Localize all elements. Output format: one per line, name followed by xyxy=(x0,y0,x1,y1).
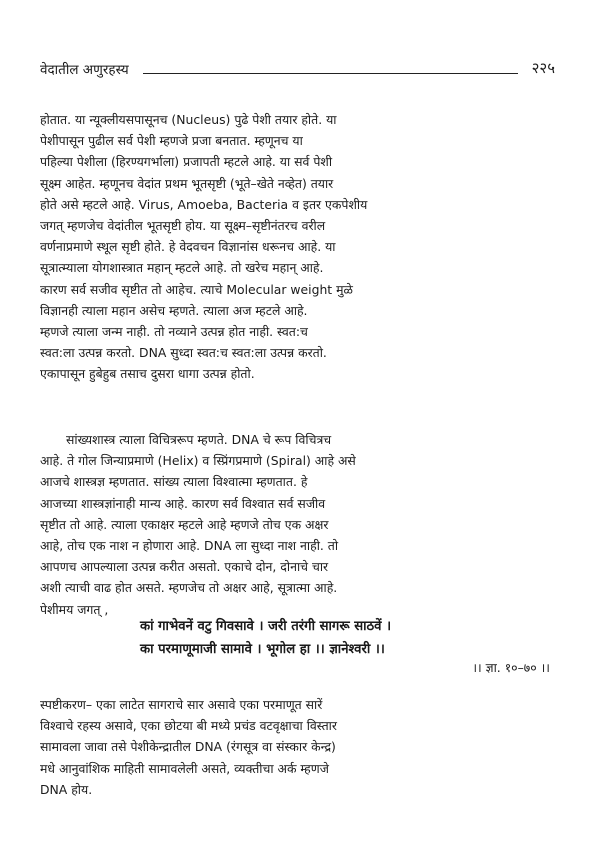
verse-quote xyxy=(140,615,530,661)
text-line: विज्ञानही त्याला महान असेच म्हणते. त्याला अज म्हटले आहे. xyxy=(40,302,308,318)
text-line: होतात. या न्यूक्लीयसपासूनच (Nucleus) पुढे पेशी तयार होते. या xyxy=(40,112,337,127)
text-line: सूत्रात्म्याला योगशास्त्रात महान् म्हटले आहे. तो खरेच महान् आहे. xyxy=(40,260,324,276)
verse-line: का परमाणूमाजी सामावे । भूगोल हा ।। ज्ञानेश्वरी ।। xyxy=(140,642,385,657)
text-line: आहे. ते गोल जिन्याप्रमाणे (Helix) व स्प्रिंगप्रमाणे (Spiral) आहे असे xyxy=(40,453,356,469)
text-line: सृष्टीत तो आहे. त्याला एकाक्षर म्हटले आहे म्हणजे तोच एक अक्षर xyxy=(40,516,329,532)
verse-reference: ।। ज्ञा. १०–७० ।। xyxy=(472,660,550,675)
text-line: DNA होय. xyxy=(40,781,93,797)
text-line: कारण सर्व सजीव सृष्टीत तो आहेच. त्याचे Molecular weight मुळे xyxy=(40,281,353,297)
text-line: पेशीमय जगत् , xyxy=(40,601,109,617)
verse-line: कां गाभेवनें वटु गिवसावे । जरी तरंगी सागरू साठवें । xyxy=(140,619,392,634)
text-line: स्वत:ला उत्पन्न करतो. DNA सुध्दा स्वत:च स्वत:ला उत्पन्न करतो. xyxy=(40,345,327,361)
page-number: २२५ xyxy=(531,59,555,77)
paragraph-3 xyxy=(40,694,556,800)
header-rule xyxy=(143,73,518,74)
text-line: होते असे म्हटले आहे. Virus, Amoeba, Bacteria व इतर एकपेशीय xyxy=(40,196,368,212)
text-line: सांख्यशास्त्र त्याला विचित्ररूप म्हणते. DNA चे रूप विचित्रच xyxy=(66,432,332,447)
text-line: सामावला जावा तसे पेशीकेन्द्रातील DNA (रंगसूत्र वा संस्कार केन्द्र) xyxy=(40,739,336,755)
text-line: पेशीपासून पुढील सर्व पेशी म्हणजे प्रजा बनतात. म्हणूनच या xyxy=(40,133,303,149)
text-line: म्हणजे त्याला जन्म नाही. तो नव्याने उत्पन्न होत नाही. स्वत:च xyxy=(40,324,308,340)
text-line: आजच्या शास्त्रज्ञांनाही मान्य आहे. कारण सर्व विश्वात सर्व सजीव xyxy=(40,495,326,511)
text-line: आहे, तोच एक नाश न होणारा आहे. DNA ला सुध्दा नाश नाही. तो xyxy=(40,538,339,554)
text-line: वर्णनाप्रमाणे स्थूल सृष्टी होते. हे वेदवचन विज्ञानांस धरूनच आहे. या xyxy=(40,239,336,255)
text-line: सूक्ष्म आहेत. म्हणूनच वेदांत प्रथम भूतसृष्टी (भूते–खेते नव्हेत) तयार xyxy=(40,175,334,191)
text-line: स्पष्टीकरण– एका लाटेत सागराचे सार असावे एका परमाणूत सारें xyxy=(40,697,323,712)
header-title: वेदातील अणुरहस्य xyxy=(40,62,129,78)
text-line: जगत् म्हणजेच वेदांतील भूतसृष्टी होय. या सूक्ष्म–सृष्टीनंतरच वरील xyxy=(40,218,326,234)
paragraph-2 xyxy=(40,429,556,620)
running-header xyxy=(40,58,555,78)
text-line: मधे आनुवांशिक माहिती सामावलेली असते, व्यक्तीचा अर्क म्हणजे xyxy=(40,760,329,776)
text-line: पहिल्या पेशीला (हिरण्यगर्भाला) प्रजापती म्हटले आहे. या सर्व पेशी xyxy=(40,154,333,170)
text-line: अशी त्याची वाढ होत असते. म्हणजेच तो अक्षर आहे, सूत्रात्मा आहे. xyxy=(40,580,338,596)
paragraph-1 xyxy=(40,109,556,385)
text-line: एकापासून हुबेहुब तसाच दुसरा धागा उत्पन्न होतो. xyxy=(40,366,255,382)
text-line: आपणच आपल्याला उत्पन्न करीत असतो. एकाचे दोन, दोनाचे चार xyxy=(40,559,329,575)
text-line: विश्वाचे रहस्य असावे, एका छोटया बी मध्ये प्रचंड वटवृक्षाचा विस्तार xyxy=(40,718,337,734)
text-line: आजचे शास्त्रज्ञ म्हणतात. सांख्य त्याला विश्वात्मा म्हणतात. हे xyxy=(40,474,308,490)
